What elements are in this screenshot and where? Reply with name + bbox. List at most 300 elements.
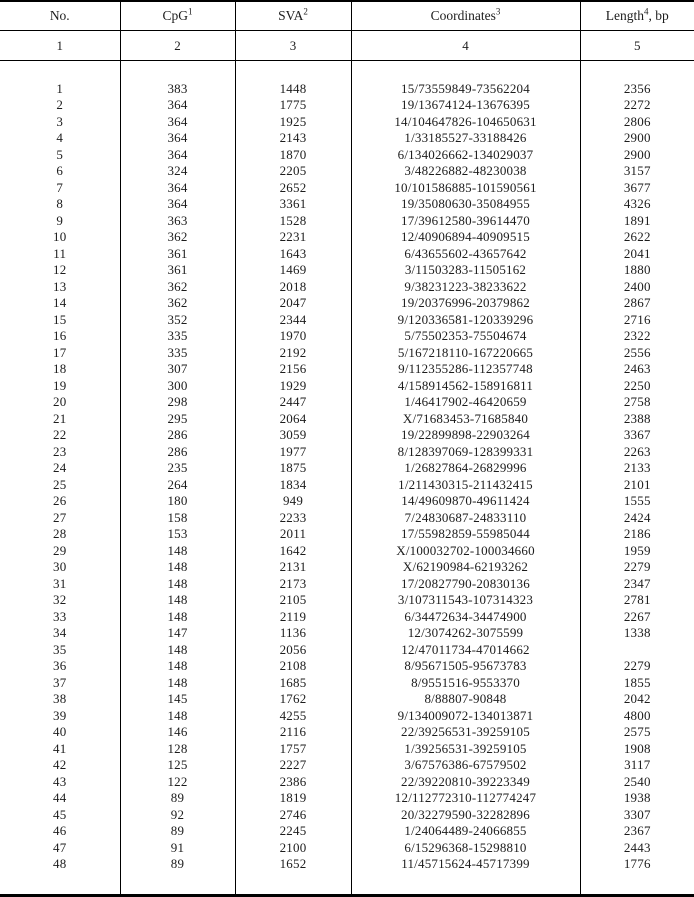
cell-cpg: 361 xyxy=(120,262,235,279)
table-row xyxy=(0,575,694,592)
cell-length: 2443 xyxy=(623,839,651,855)
cell-length: 1338 xyxy=(623,625,651,641)
table-row xyxy=(0,80,694,97)
cell-coordinates: 1/211430315-211432415 xyxy=(351,476,580,493)
column-number: 2 xyxy=(120,31,235,61)
cell-cpg: 352 xyxy=(120,311,235,328)
table-row xyxy=(0,757,694,774)
cell-no: 25 xyxy=(0,476,120,493)
cell-no: 32 xyxy=(0,592,120,609)
cell-sva: 2105 xyxy=(235,592,351,609)
table-row xyxy=(0,179,694,196)
col-header-sva-label: SVA xyxy=(278,8,304,23)
cell-length: 2279 xyxy=(623,658,651,674)
cell-length: 1938 xyxy=(623,790,651,806)
table-row xyxy=(0,245,694,262)
cell-coordinates: 12/112772310-112774247 xyxy=(351,790,580,807)
cell-sva: 1685 xyxy=(235,674,351,691)
cell-cpg: 148 xyxy=(120,608,235,625)
column-number-row xyxy=(0,31,694,61)
cell-coordinates: 6/15296368-15298810 xyxy=(351,839,580,856)
cell-length: 2042 xyxy=(623,691,651,707)
cell-coordinates: 1/39256531-39259105 xyxy=(351,740,580,757)
cell-length: 2900 xyxy=(623,146,651,162)
cell-coordinates: 12/47011734-47014662 xyxy=(351,641,580,658)
cell-coordinates: 19/20376996-20379862 xyxy=(351,295,580,312)
table-row xyxy=(0,559,694,576)
cell-sva: 3361 xyxy=(235,196,351,213)
table-row xyxy=(0,427,694,444)
cell-cpg: 361 xyxy=(120,245,235,262)
cell-no: 40 xyxy=(0,724,120,741)
cell-sva: 1448 xyxy=(235,80,351,97)
cell-sva: 1762 xyxy=(235,691,351,708)
cell-no: 30 xyxy=(0,559,120,576)
table-row xyxy=(0,691,694,708)
cell-length: 2322 xyxy=(623,328,651,344)
cell-cpg: 286 xyxy=(120,427,235,444)
cell-no: 4 xyxy=(0,130,120,147)
table-row xyxy=(0,344,694,361)
cell-length: 2272 xyxy=(623,97,651,113)
cell-no: 23 xyxy=(0,443,120,460)
cell-sva: 1875 xyxy=(235,460,351,477)
table-row xyxy=(0,641,694,658)
table-row xyxy=(0,658,694,675)
cell-no: 37 xyxy=(0,674,120,691)
cell-coordinates: 9/134009072-134013871 xyxy=(351,707,580,724)
trailing-empty-row xyxy=(0,872,694,896)
table-row xyxy=(0,526,694,543)
cell-no: 18 xyxy=(0,361,120,378)
cell-cpg: 363 xyxy=(120,212,235,229)
cell-sva: 2447 xyxy=(235,394,351,411)
cell-length: 1908 xyxy=(623,740,651,756)
column-number: 3 xyxy=(235,31,351,61)
col-header-length-label: Length xyxy=(605,8,644,23)
cell-coordinates: 12/40906894-40909515 xyxy=(351,229,580,246)
cell-no: 10 xyxy=(0,229,120,246)
cell-cpg: 335 xyxy=(120,328,235,345)
cell-length: 3157 xyxy=(623,163,651,179)
footnote-marker: 3 xyxy=(495,6,501,17)
cell-length: 2556 xyxy=(623,344,651,360)
table-row xyxy=(0,443,694,460)
table-row xyxy=(0,707,694,724)
table-row xyxy=(0,625,694,642)
cell-coordinates: 1/33185527-33188426 xyxy=(351,130,580,147)
cell-cpg: 148 xyxy=(120,575,235,592)
cell-length: 2424 xyxy=(623,509,651,525)
cell-no: 38 xyxy=(0,691,120,708)
cell-sva: 2386 xyxy=(235,773,351,790)
cell-no: 46 xyxy=(0,823,120,840)
cell-cpg: 364 xyxy=(120,196,235,213)
table-row xyxy=(0,856,694,873)
table-row xyxy=(0,476,694,493)
cell-cpg: 362 xyxy=(120,295,235,312)
cell-coordinates: 14/104647826-104650631 xyxy=(351,113,580,130)
table-row xyxy=(0,410,694,427)
table-row xyxy=(0,262,694,279)
cell-sva: 2119 xyxy=(235,608,351,625)
cell-sva: 2173 xyxy=(235,575,351,592)
cell-coordinates: 14/49609870-49611424 xyxy=(351,493,580,510)
cell-cpg: 264 xyxy=(120,476,235,493)
cell-length: 2041 xyxy=(623,245,651,261)
table-row xyxy=(0,806,694,823)
cell-sva: 1652 xyxy=(235,856,351,873)
cell-sva: 2011 xyxy=(235,526,351,543)
cell-coordinates: 17/39612580-39614470 xyxy=(351,212,580,229)
table-foot xyxy=(0,872,694,896)
table-row xyxy=(0,493,694,510)
col-header-cpg xyxy=(120,1,235,31)
cell-length: 3307 xyxy=(623,806,651,822)
table-row xyxy=(0,278,694,295)
cell-sva: 2100 xyxy=(235,839,351,856)
cell-no: 36 xyxy=(0,658,120,675)
cell-length: 2263 xyxy=(623,443,651,459)
cell-sva: 1528 xyxy=(235,212,351,229)
cell-no: 11 xyxy=(0,245,120,262)
cell-cpg: 89 xyxy=(120,790,235,807)
cell-no: 43 xyxy=(0,773,120,790)
cell-length: 1855 xyxy=(623,674,651,690)
table-row xyxy=(0,97,694,114)
cell-no: 19 xyxy=(0,377,120,394)
cell-sva: 3059 xyxy=(235,427,351,444)
cell-coordinates: 17/20827790-20830136 xyxy=(351,575,580,592)
cell-sva: 1469 xyxy=(235,262,351,279)
cell-coordinates: X/100032702-100034660 xyxy=(351,542,580,559)
cell-no: 5 xyxy=(0,146,120,163)
cell-cpg: 128 xyxy=(120,740,235,757)
header-row xyxy=(0,1,694,31)
cell-no: 7 xyxy=(0,179,120,196)
cell-coordinates: 6/43655602-43657642 xyxy=(351,245,580,262)
cell-sva: 2018 xyxy=(235,278,351,295)
cell-sva: 1870 xyxy=(235,146,351,163)
table-row xyxy=(0,773,694,790)
cell-cpg: 362 xyxy=(120,229,235,246)
cell-length xyxy=(580,641,694,658)
table-row xyxy=(0,113,694,130)
cell-cpg: 307 xyxy=(120,361,235,378)
cell-sva: 2116 xyxy=(235,724,351,741)
table-row xyxy=(0,295,694,312)
cell-coordinates: 10/101586885-101590561 xyxy=(351,179,580,196)
cell-cpg: 89 xyxy=(120,856,235,873)
cell-sva: 1757 xyxy=(235,740,351,757)
cell-no: 24 xyxy=(0,460,120,477)
cell-sva: 1775 xyxy=(235,97,351,114)
cell-coordinates: 22/39220810-39223349 xyxy=(351,773,580,790)
cell-cpg: 148 xyxy=(120,707,235,724)
cell-no: 26 xyxy=(0,493,120,510)
cell-coordinates: 1/46417902-46420659 xyxy=(351,394,580,411)
cell-length: 1880 xyxy=(623,262,651,278)
cell-coordinates: X/71683453-71685840 xyxy=(351,410,580,427)
cell-length: 2133 xyxy=(623,460,651,476)
table-row xyxy=(0,146,694,163)
cell-no: 41 xyxy=(0,740,120,757)
table-body xyxy=(0,80,694,872)
table-row xyxy=(0,724,694,741)
cell-coordinates: 8/128397069-128399331 xyxy=(351,443,580,460)
col-header-no xyxy=(0,1,120,31)
cell-sva: 1925 xyxy=(235,113,351,130)
col-header-coordinates-label: Coordinates xyxy=(430,8,496,23)
cell-cpg: 298 xyxy=(120,394,235,411)
cell-length: 2267 xyxy=(623,608,651,624)
cell-sva: 1977 xyxy=(235,443,351,460)
cell-cpg: 146 xyxy=(120,724,235,741)
cell-no: 20 xyxy=(0,394,120,411)
cell-no: 33 xyxy=(0,608,120,625)
table-row xyxy=(0,377,694,394)
cell-cpg: 158 xyxy=(120,509,235,526)
cell-length: 2806 xyxy=(623,113,651,129)
cell-sva: 2143 xyxy=(235,130,351,147)
cell-length: 2347 xyxy=(623,575,651,591)
cell-cpg: 364 xyxy=(120,113,235,130)
table-row xyxy=(0,394,694,411)
cell-coordinates: 11/45715624-45717399 xyxy=(351,856,580,873)
cell-cpg: 324 xyxy=(120,163,235,180)
cell-cpg: 153 xyxy=(120,526,235,543)
cell-length: 2356 xyxy=(623,80,651,96)
cell-cpg: 286 xyxy=(120,443,235,460)
cell-no: 35 xyxy=(0,641,120,658)
cell-sva: 2227 xyxy=(235,757,351,774)
cell-length: 2867 xyxy=(623,295,651,311)
cell-length: 3367 xyxy=(623,427,651,443)
cell-no: 27 xyxy=(0,509,120,526)
cell-cpg: 148 xyxy=(120,542,235,559)
cell-coordinates: 1/26827864-26829996 xyxy=(351,460,580,477)
cell-no: 16 xyxy=(0,328,120,345)
cell-sva: 2233 xyxy=(235,509,351,526)
cell-no: 28 xyxy=(0,526,120,543)
cell-sva: 1929 xyxy=(235,377,351,394)
cell-sva: 1136 xyxy=(235,625,351,642)
col-header-sva xyxy=(235,1,351,31)
cell-cpg: 364 xyxy=(120,130,235,147)
table-row xyxy=(0,674,694,691)
table-row xyxy=(0,839,694,856)
cell-length: 2575 xyxy=(623,724,651,740)
cell-cpg: 364 xyxy=(120,97,235,114)
cell-no: 9 xyxy=(0,212,120,229)
cell-sva: 4255 xyxy=(235,707,351,724)
cell-sva: 2652 xyxy=(235,179,351,196)
cell-no: 29 xyxy=(0,542,120,559)
cell-coordinates: 9/112355286-112357748 xyxy=(351,361,580,378)
col-header-length: Length$^4$, bp xyxy=(580,1,694,31)
cell-cpg: 148 xyxy=(120,658,235,675)
cell-sva: 949 xyxy=(235,493,351,510)
cell-length: 4800 xyxy=(623,707,651,723)
cell-coordinates: 7/24830687-24833110 xyxy=(351,509,580,526)
cell-coordinates: 19/22899898-22903264 xyxy=(351,427,580,444)
cell-coordinates: 15/73559849-73562204 xyxy=(351,80,580,97)
spacer-row xyxy=(0,61,694,81)
cell-cpg: 235 xyxy=(120,460,235,477)
cell-sva: 1643 xyxy=(235,245,351,262)
cell-length: 1959 xyxy=(623,542,651,558)
cell-no: 17 xyxy=(0,344,120,361)
cell-sva: 1970 xyxy=(235,328,351,345)
cell-cpg: 335 xyxy=(120,344,235,361)
col-header-no-label: No. xyxy=(49,8,70,23)
cell-coordinates: X/62190984-62193262 xyxy=(351,559,580,576)
cell-sva: 2205 xyxy=(235,163,351,180)
cell-coordinates: 22/39256531-39259105 xyxy=(351,724,580,741)
table-row xyxy=(0,790,694,807)
cell-coordinates: 19/13674124-13676395 xyxy=(351,97,580,114)
cell-coordinates: 1/24064489-24066855 xyxy=(351,823,580,840)
cell-sva: 2746 xyxy=(235,806,351,823)
table-row xyxy=(0,542,694,559)
cell-coordinates: 8/88807-90848 xyxy=(351,691,580,708)
cell-coordinates: 6/134026662-134029037 xyxy=(351,146,580,163)
cell-sva: 2047 xyxy=(235,295,351,312)
cell-no: 22 xyxy=(0,427,120,444)
table-row xyxy=(0,163,694,180)
cell-coordinates: 6/34472634-34474900 xyxy=(351,608,580,625)
table-row xyxy=(0,361,694,378)
cell-sva: 1642 xyxy=(235,542,351,559)
cell-sva: 2231 xyxy=(235,229,351,246)
table-row xyxy=(0,130,694,147)
table-row xyxy=(0,509,694,526)
cell-length: 2279 xyxy=(623,559,651,575)
cell-length: 2463 xyxy=(623,361,651,377)
footnote-marker: 1 xyxy=(188,6,193,17)
cell-length: 1776 xyxy=(623,856,651,872)
cell-no: 6 xyxy=(0,163,120,180)
cell-length: 2101 xyxy=(623,476,651,492)
col-header-coordinates xyxy=(351,1,580,31)
cell-coordinates: 3/48226882-48230038 xyxy=(351,163,580,180)
cell-length: 2540 xyxy=(623,773,651,789)
cell-no: 48 xyxy=(0,856,120,873)
column-number: 4 xyxy=(351,31,580,61)
cell-cpg: 145 xyxy=(120,691,235,708)
footnote-marker: 2 xyxy=(303,6,308,17)
cell-cpg: 147 xyxy=(120,625,235,642)
cell-no: 39 xyxy=(0,707,120,724)
cell-cpg: 125 xyxy=(120,757,235,774)
cell-coordinates: 4/158914562-158916811 xyxy=(351,377,580,394)
cell-sva: 2131 xyxy=(235,559,351,576)
cell-coordinates: 20/32279590-32282896 xyxy=(351,806,580,823)
cell-cpg: 92 xyxy=(120,806,235,823)
cell-cpg: 89 xyxy=(120,823,235,840)
column-number: 1 xyxy=(0,31,120,61)
cell-coordinates: 8/9551516-9553370 xyxy=(351,674,580,691)
cell-no: 42 xyxy=(0,757,120,774)
cell-cpg: 148 xyxy=(120,559,235,576)
cell-sva: 1834 xyxy=(235,476,351,493)
cell-no: 44 xyxy=(0,790,120,807)
cell-sva: 2056 xyxy=(235,641,351,658)
cell-no: 13 xyxy=(0,278,120,295)
cell-sva: 1819 xyxy=(235,790,351,807)
cell-coordinates: 19/35080630-35084955 xyxy=(351,196,580,213)
cell-length: 2186 xyxy=(623,526,651,542)
cell-coordinates: 8/95671505-95673783 xyxy=(351,658,580,675)
cell-cpg: 362 xyxy=(120,278,235,295)
cell-no: 2 xyxy=(0,97,120,114)
cell-no: 21 xyxy=(0,410,120,427)
table-header xyxy=(0,1,694,80)
cell-no: 14 xyxy=(0,295,120,312)
cell-coordinates: 3/67576386-67579502 xyxy=(351,757,580,774)
table-row xyxy=(0,212,694,229)
cell-length: 2716 xyxy=(623,311,651,327)
cell-coordinates: 3/107311543-107314323 xyxy=(351,592,580,609)
footnote-marker: 4 xyxy=(644,6,649,17)
cell-coordinates: 3/11503283-11505162 xyxy=(351,262,580,279)
cell-sva: 2108 xyxy=(235,658,351,675)
cell-no: 34 xyxy=(0,625,120,642)
cell-length: 2622 xyxy=(623,229,651,245)
table-row xyxy=(0,196,694,213)
cell-length: 2250 xyxy=(623,377,651,393)
cell-no: 45 xyxy=(0,806,120,823)
cell-length: 2400 xyxy=(623,278,651,294)
table-row xyxy=(0,823,694,840)
cell-length: 3677 xyxy=(623,179,651,195)
cell-length: 1555 xyxy=(623,493,651,509)
cell-coordinates: 5/75502353-75504674 xyxy=(351,328,580,345)
cell-length: 4326 xyxy=(623,196,651,212)
cell-no: 3 xyxy=(0,113,120,130)
cell-coordinates: 12/3074262-3075599 xyxy=(351,625,580,642)
cell-no: 1 xyxy=(0,80,120,97)
cell-length: 3117 xyxy=(624,757,651,773)
cell-cpg: 148 xyxy=(120,641,235,658)
table-row xyxy=(0,328,694,345)
table-row xyxy=(0,592,694,609)
cell-coordinates: 9/120336581-120339296 xyxy=(351,311,580,328)
cell-cpg: 91 xyxy=(120,839,235,856)
cell-cpg: 180 xyxy=(120,493,235,510)
table-row xyxy=(0,229,694,246)
cell-cpg: 295 xyxy=(120,410,235,427)
cell-length: 2758 xyxy=(623,394,651,410)
cell-no: 12 xyxy=(0,262,120,279)
cell-length: 2388 xyxy=(623,410,651,426)
cell-cpg: 300 xyxy=(120,377,235,394)
cell-cpg: 148 xyxy=(120,592,235,609)
table-row xyxy=(0,311,694,328)
cell-sva: 2192 xyxy=(235,344,351,361)
cell-no: 31 xyxy=(0,575,120,592)
cell-cpg: 364 xyxy=(120,146,235,163)
cell-no: 15 xyxy=(0,311,120,328)
cell-length: 2900 xyxy=(623,130,651,146)
cell-length: 1891 xyxy=(623,212,651,228)
cell-cpg: 364 xyxy=(120,179,235,196)
cell-length: 2367 xyxy=(623,823,651,839)
table-row xyxy=(0,460,694,477)
column-number: 5 xyxy=(580,31,694,61)
cell-coordinates: 17/55982859-55985044 xyxy=(351,526,580,543)
cell-coordinates: 5/167218110-167220665 xyxy=(351,344,580,361)
